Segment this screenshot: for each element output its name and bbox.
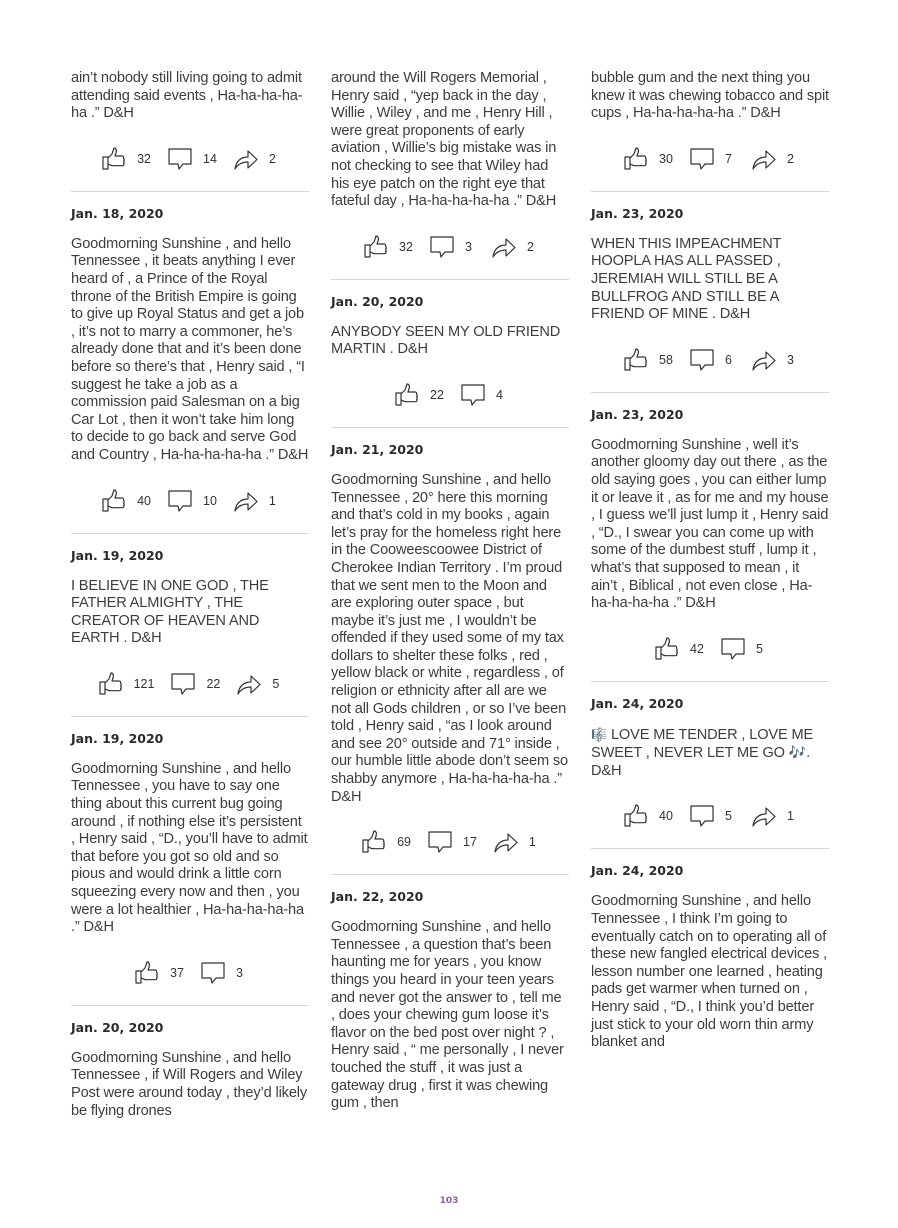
share-count: 1	[268, 493, 276, 508]
like-reaction[interactable]	[361, 829, 411, 855]
comment-reaction[interactable]	[689, 803, 735, 829]
comment-icon[interactable]	[170, 671, 206, 697]
share-count: 2	[268, 151, 276, 166]
share-icon[interactable]	[233, 146, 269, 172]
like-icon[interactable]	[363, 234, 399, 260]
comment-count: 3	[235, 965, 243, 980]
post-date: Jan. 19, 2020	[71, 730, 164, 746]
post-date: Jan. 23, 2020	[591, 205, 684, 221]
post-divider	[71, 533, 309, 534]
reactions-bar	[71, 670, 309, 698]
share-count: 2	[526, 239, 534, 254]
like-reaction[interactable]	[363, 234, 413, 260]
post-text: around the Will Rogers Memorial , Henry said , “yep back in the day , Willie , Wiley , and me , Henry Hill , were great proponents of early aviation , Willie’s big mistake was in not checking to see that Wiley had his eye patch on the right eye that fateful day , Ha-ha-ha-ha-ha .” D&H	[331, 70, 557, 210]
comment-icon[interactable]	[429, 234, 465, 260]
like-count: 121	[133, 676, 155, 691]
post	[71, 206, 309, 534]
reactions-bar	[591, 635, 829, 663]
column-middle	[331, 70, 569, 1113]
comment-reaction[interactable]	[167, 488, 217, 514]
comment-icon[interactable]	[167, 146, 203, 172]
post-text: I BELIEVE IN ONE GOD , THE FATHER ALMIGHTY , THE CREATOR OF HEAVEN AND EARTH . D&H	[71, 577, 269, 647]
like-count: 40	[659, 809, 673, 824]
like-reaction[interactable]	[623, 803, 673, 829]
share-reaction[interactable]	[233, 146, 279, 172]
music-notes-icon: 🎶	[788, 744, 807, 761]
like-count: 22	[430, 387, 444, 402]
post	[71, 731, 309, 1006]
comment-reaction[interactable]	[200, 960, 246, 986]
share-count: 2	[786, 151, 794, 166]
reactions-bar	[331, 828, 569, 856]
comment-reaction[interactable]	[170, 671, 220, 697]
like-icon[interactable]	[623, 146, 659, 172]
share-icon[interactable]	[233, 488, 269, 514]
comment-icon[interactable]	[689, 347, 725, 373]
post	[331, 442, 569, 875]
like-icon[interactable]	[394, 382, 430, 408]
reactions-bar	[591, 802, 829, 830]
column-left	[71, 70, 309, 1120]
reactions-bar	[591, 145, 829, 173]
like-count: 42	[690, 641, 704, 656]
like-icon[interactable]	[654, 636, 690, 662]
share-reaction[interactable]	[491, 234, 537, 260]
comment-count: 4	[495, 387, 503, 402]
like-icon[interactable]	[101, 488, 137, 514]
like-icon[interactable]	[623, 803, 659, 829]
page-number: 103	[439, 1196, 459, 1206]
like-count: 30	[659, 151, 673, 166]
post-date: Jan. 20, 2020	[71, 1019, 164, 1035]
post-text: Goodmorning Sunshine , well it’s another gloomy day out there , as the old saying goes , you can either lump it or leave it , as for me and my house , I guess we’ll just lump it , Henry said , “D., I swear you can come up with some of the dumbest stuff , lump it , what’s that supposed to mean , it ain’t , Biblical , not even close , Ha-ha-ha-ha-ha .” D&H	[591, 436, 829, 612]
post-text: Goodmorning Sunshine , and hello Tennessee , you have to say one thing about this current bug going around , if nothing else it’s persistent , Henry said , “D., you’ll have to admit that before you got so old and so pious and would drink a little corn squeezing every now and then , you were a lot healthier , Ha-ha-ha-ha-ha .” D&H	[71, 760, 308, 936]
share-count: 3	[786, 352, 794, 367]
post-date: Jan. 21, 2020	[331, 441, 424, 457]
music-score-icon: 🎼	[591, 726, 608, 742]
post-divider	[591, 392, 829, 393]
comment-icon[interactable]	[167, 488, 203, 514]
post-text: Goodmorning Sunshine , and hello Tennessee , I think I’m going to eventually catch on to operating all of these new fangled electrical devices , lesson number one learned , heating pads get warmer when turned on , Henry said , “D., I think you’d better just stick to your old worn thin army blanket and	[591, 893, 828, 1051]
column-right	[591, 70, 829, 1052]
post-divider	[331, 874, 569, 875]
share-reaction[interactable]	[751, 146, 797, 172]
post	[331, 70, 569, 280]
like-count: 69	[397, 835, 411, 850]
post	[591, 70, 829, 192]
comment-count: 10	[203, 493, 217, 508]
reactions-bar	[71, 959, 309, 987]
share-reaction[interactable]	[236, 671, 282, 697]
post-text: WHEN THIS IMPEACHMENT HOOPLA HAS ALL PASSED , JEREMIAH WILL STILL BE A BULLFROG AND STILL BE A FRIEND OF MINE . D&H	[591, 235, 782, 323]
post-date: Jan. 23, 2020	[591, 406, 684, 422]
like-reaction[interactable]	[623, 347, 673, 373]
post	[71, 548, 309, 717]
like-icon[interactable]	[623, 347, 659, 373]
share-icon[interactable]	[751, 803, 787, 829]
post-text-part: LOVE ME TENDER , LOVE ME SWEET , NEVER LET ME GO	[591, 726, 814, 762]
like-icon[interactable]	[101, 146, 137, 172]
like-count: 32	[399, 239, 413, 254]
comment-icon[interactable]	[720, 636, 756, 662]
post-divider	[591, 848, 829, 849]
like-reaction[interactable]	[394, 382, 444, 408]
like-count: 37	[170, 965, 184, 980]
post-text: Goodmorning Sunshine , and hello Tennessee , if Will Rogers and Wiley Post were around today , they’d likely be flying drones	[71, 1049, 308, 1119]
share-count: 1	[528, 835, 536, 850]
post-date: Jan. 24, 2020	[591, 863, 684, 879]
post-text: Goodmorning Sunshine , and hello Tennessee , it beats anything I ever heard of , a Prince of the Royal throne of the British Empire is going to give up Royal Status and get a job , it’s not to marry a commoner, he’s already done that and it’s been done before so there’s that , Henry said , “I suggest he take a job as a commission paid Salesman on a big Car Lot , then it won’t take him long to decide to go back and serve God and Country , Ha-ha-ha-ha-ha .” D&H	[71, 235, 309, 463]
like-count: 32	[137, 151, 151, 166]
reactions-bar	[71, 487, 309, 515]
share-icon[interactable]	[751, 347, 787, 373]
share-reaction[interactable]	[493, 829, 539, 855]
comment-icon[interactable]	[200, 960, 236, 986]
post-divider	[71, 191, 309, 192]
post	[591, 206, 829, 393]
comment-count: 7	[724, 151, 732, 166]
comment-reaction[interactable]	[689, 347, 735, 373]
share-icon[interactable]	[751, 146, 787, 172]
like-reaction[interactable]	[101, 146, 151, 172]
post-divider	[331, 427, 569, 428]
comment-reaction[interactable]	[460, 382, 506, 408]
comment-count: 5	[724, 809, 732, 824]
like-icon[interactable]	[361, 829, 397, 855]
comment-reaction[interactable]	[720, 636, 766, 662]
post-text: ANYBODY SEEN MY OLD FRIEND MARTIN . D&H	[331, 323, 561, 358]
share-icon[interactable]	[236, 671, 272, 697]
comment-count: 3	[464, 239, 472, 254]
post-text	[591, 726, 829, 781]
post-text: bubble gum and the next thing you knew it was chewing tobacco and spit cups , Ha-ha-ha-ha-ha .” D&H	[591, 70, 829, 122]
comment-count: 22	[206, 676, 221, 691]
post-divider	[591, 681, 829, 682]
comment-reaction[interactable]	[427, 829, 477, 855]
comment-reaction[interactable]	[167, 146, 217, 172]
post	[71, 1020, 309, 1120]
like-count: 58	[659, 352, 673, 367]
post-text: ain’t nobody still living going to admit attending said events , Ha-ha-ha-ha-ha .” D&H	[71, 70, 303, 122]
like-reaction[interactable]	[98, 671, 155, 697]
comment-count: 5	[755, 641, 763, 656]
reactions-bar	[331, 233, 569, 261]
comment-icon[interactable]	[427, 829, 463, 855]
post-divider	[71, 716, 309, 717]
share-reaction[interactable]	[233, 488, 279, 514]
like-reaction[interactable]	[101, 488, 151, 514]
share-reaction[interactable]	[751, 803, 797, 829]
like-reaction[interactable]	[654, 636, 704, 662]
post-date: Jan. 24, 2020	[591, 695, 684, 711]
like-icon[interactable]	[98, 671, 134, 697]
post-date: Jan. 20, 2020	[331, 293, 424, 309]
post-divider	[331, 279, 569, 280]
share-icon[interactable]	[491, 234, 527, 260]
reactions-bar	[591, 346, 829, 374]
post-date: Jan. 22, 2020	[331, 889, 424, 905]
post-divider	[71, 1005, 309, 1006]
post-text: Goodmorning Sunshine , and hello Tennessee , 20° here this morning and that’s cold in my books , again let’s pray for the homeless right here in the Cooweescoowee District of Cherokee Indian Territory . I’m proud that we sent men to the Moon and are exploring outer space , but maybe it’s just me , I wouldn’t be offended if they used some of my tax dollars to shelter these folks , red , yellow black or white , regardless , of religion or ethnicity after all are we not all Gods children , or so I’ve been told , Henry said , “as I look around and see 20° outside and 71° inside , our humble little abode don’t seem so shabby anymore , Ha-ha-ha-ha-ha .” D&H	[331, 471, 569, 805]
share-icon[interactable]	[493, 829, 529, 855]
share-count: 1	[786, 809, 794, 824]
comment-icon[interactable]	[689, 146, 725, 172]
comment-icon[interactable]	[689, 803, 725, 829]
comment-count: 14	[203, 151, 217, 166]
comment-count: 6	[724, 352, 732, 367]
post-divider	[591, 191, 829, 192]
like-count: 40	[137, 493, 151, 508]
post	[591, 407, 829, 682]
share-reaction[interactable]	[751, 347, 797, 373]
post-date: Jan. 19, 2020	[71, 547, 164, 563]
post-text-part: . D&H	[591, 745, 810, 779]
post-text: Goodmorning Sunshine , and hello Tennessee , a question that’s been haunting me for years , you know things you heard in your teen years and never got the answer to , tell me , does your chewing gum loose it’s flavor on the bed post over night ? , Henry said , “ me personally , I never touched the stuff , it was just a gateway drug , first it was chewing gum , then	[331, 919, 564, 1112]
comment-reaction[interactable]	[429, 234, 475, 260]
post	[331, 294, 569, 428]
like-reaction[interactable]	[623, 146, 673, 172]
like-icon[interactable]	[134, 960, 170, 986]
like-reaction[interactable]	[134, 960, 184, 986]
comment-count: 17	[463, 835, 477, 850]
post-date: Jan. 18, 2020	[71, 205, 164, 221]
share-count: 5	[272, 676, 280, 691]
comment-icon[interactable]	[460, 382, 496, 408]
reactions-bar	[71, 145, 309, 173]
post	[331, 889, 569, 1113]
post	[591, 863, 829, 1051]
post	[591, 696, 829, 850]
comment-reaction[interactable]	[689, 146, 735, 172]
post	[71, 70, 309, 192]
reactions-bar	[331, 381, 569, 409]
